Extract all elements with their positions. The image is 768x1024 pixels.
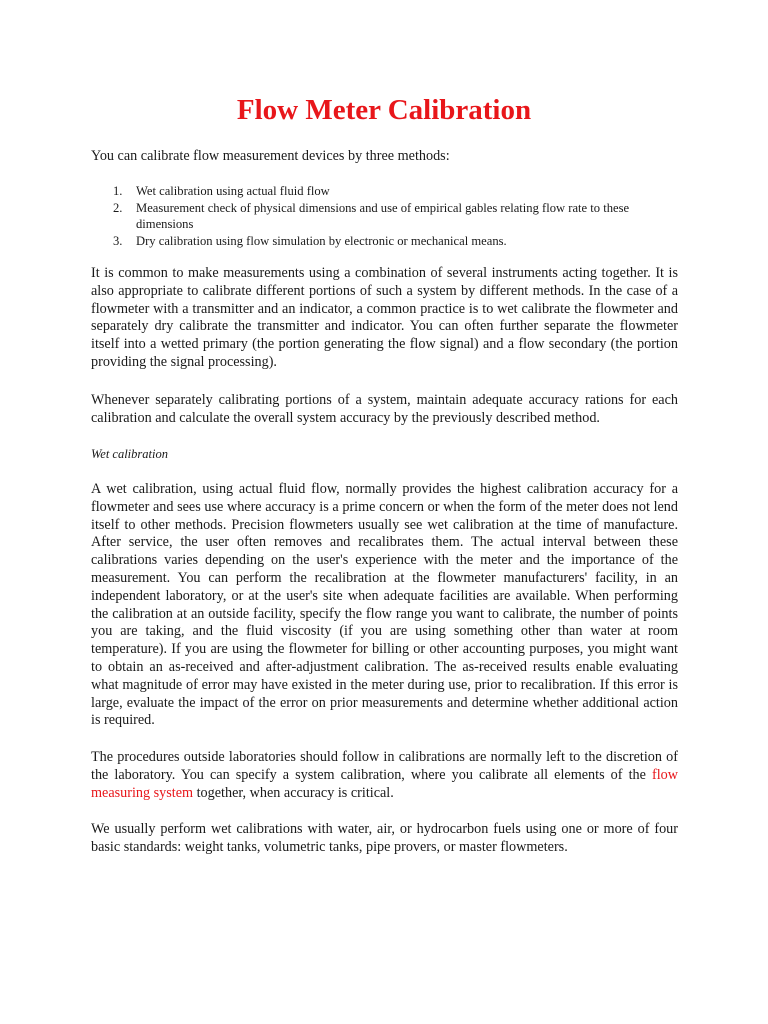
paragraph-wet-calibration: A wet calibration, using actual fluid flow, normally provides the highest calibration accuracy for a flowmeter and sees use where accuracy is a prime concern or when the form of the meter does not lend itself to other methods. Precision flowmeters usually see wet calibration at the time of manufacture. After service, the user often removes and recalibrates them. The actual interval between these calibrations varies depending on the user's experience with the meter and the importance of the measurement. You can perform the recalibration at the flowmeter manufacturers' facility, in an independent laboratory, or at the user's site when adequate facilities are available. When performing the calibration at an outside facility, specify the flow range you want to calibrate, the number of points you are taking, and the fluid viscosity (if you are using something other than water at room temperature). If you are using the flowmeter for billing or other accounting purposes, you might want to obtain an as-received and after-adjustment calibration. The as-received results enable evaluating what magnitude of error may have existed in the meter during use, prior to recalibration. If this error is large, evaluate the impact of the error on prior measurements and determine whether additional action is required. — [91, 481, 678, 729]
list-item — [91, 233, 683, 249]
paragraph-text: The procedures outside laboratories should follow in calibrations are normally left to the discretion of the laboratory. You can specify a system calibration, where you calibrate all elements of the — [91, 749, 678, 783]
list-number: 1. — [113, 184, 123, 198]
section-heading-wet-calibration: Wet calibration — [91, 447, 168, 461]
paragraph-accuracy-rations: Whenever separately calibrating portions of a system, maintain adequate accuracy rations for each calibration and calculate the overall system accuracy by the previously described method. — [91, 392, 678, 426]
list-item-text: Measurement check of physical dimensions and use of empirical gables relating flow rate to these dimensions — [136, 201, 630, 231]
paragraph-instruments: It is common to make measurements using a combination of several instruments acting together. It is also appropriate to calibrate different portions of such a system by different methods. In the case of a flowmeter with a transmitter and an indicator, a common practice is to wet calibrate the flowmeter and separately dry calibrate the transmitter and indicator. You can often further separate the flowmeter itself into a wetted primary (the portion generating the flow signal) and a flow secondary (the portion providing the signal processing). — [91, 265, 678, 370]
methods-list — [91, 183, 683, 250]
list-item-text: Dry calibration using flow simulation by electronic or mechanical means. — [136, 234, 507, 248]
list-item — [91, 200, 683, 232]
list-number: 3. — [113, 234, 123, 248]
page-title: Flow Meter Calibration — [236, 94, 532, 126]
flow-measuring-system-link[interactable]: flow measuring system — [91, 766, 678, 801]
list-item — [91, 183, 683, 199]
list-item-text: Wet calibration using actual fluid flow — [136, 184, 330, 198]
paragraph-standards: We usually perform wet calibrations with water, air, or hydrocarbon fuels using one or more of four basic standards: weight tanks, volumetric tanks, pipe provers, or master flowmeters. — [91, 821, 678, 855]
paragraph-text: together, when accuracy is critical. — [193, 784, 394, 801]
list-number: 2. — [113, 201, 123, 215]
paragraph-procedures — [91, 749, 678, 802]
intro-text: You can calibrate flow measurement devices by three methods: — [91, 148, 450, 164]
